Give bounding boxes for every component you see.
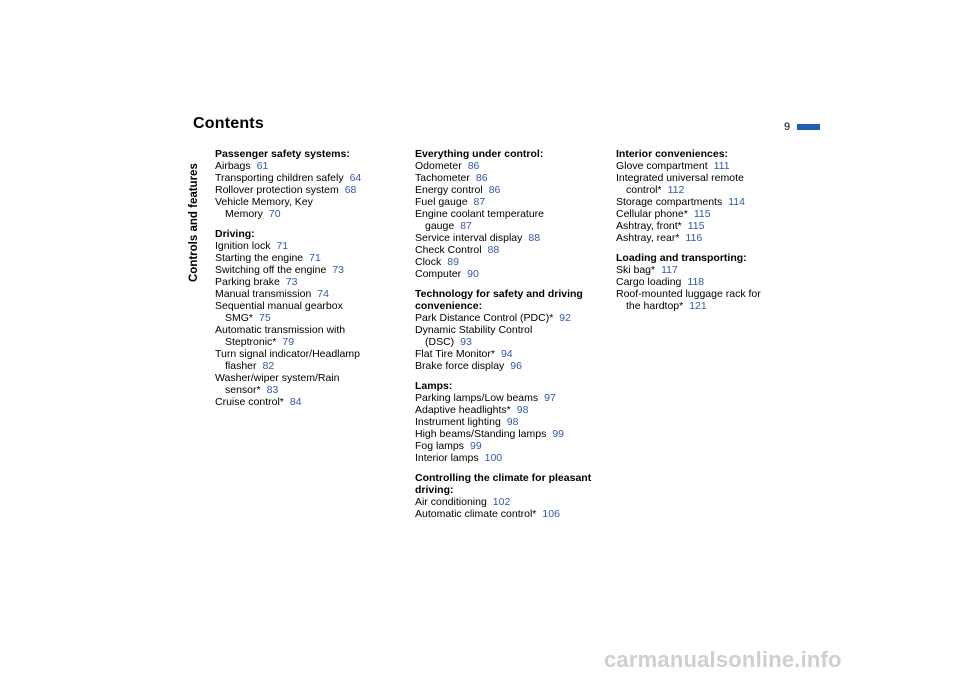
toc-page-link[interactable]: 100 bbox=[484, 452, 503, 464]
toc-section bbox=[415, 288, 605, 372]
toc-entry-text: Steptronic* bbox=[225, 336, 277, 348]
toc-page-link[interactable]: 64 bbox=[349, 172, 362, 184]
toc-entry-continuation bbox=[215, 312, 405, 324]
toc-section-heading: Everything under control: bbox=[415, 148, 544, 160]
toc-entry[interactable] bbox=[215, 196, 405, 220]
toc-page-link[interactable]: 61 bbox=[256, 160, 269, 172]
toc-section bbox=[415, 472, 605, 520]
toc-entry[interactable] bbox=[415, 348, 605, 360]
toc-entry-text: Integrated universal remote bbox=[616, 172, 744, 184]
toc-entry[interactable] bbox=[215, 252, 405, 264]
toc-entry[interactable] bbox=[415, 440, 605, 452]
toc-entry-continuation bbox=[215, 336, 405, 348]
toc-entry-text: Ignition lock bbox=[215, 240, 271, 252]
toc-entry-continuation bbox=[215, 208, 405, 220]
toc-section bbox=[616, 148, 806, 244]
toc-page-link[interactable]: 86 bbox=[475, 172, 488, 184]
toc-entry[interactable] bbox=[215, 300, 405, 324]
toc-entry-text: Manual transmission bbox=[215, 288, 312, 300]
toc-page-link[interactable]: 106 bbox=[542, 508, 560, 520]
toc-entry-text: Ski bag* bbox=[616, 264, 656, 276]
toc-entry-text: the hardtop* bbox=[626, 300, 684, 312]
toc-page-link[interactable]: 93 bbox=[460, 336, 472, 348]
toc-entry-text: Roof-mounted luggage rack for bbox=[616, 288, 761, 300]
toc-entry-continuation bbox=[415, 220, 605, 232]
toc-section bbox=[215, 148, 405, 220]
toc-entry-text: Rollover protection system bbox=[215, 184, 339, 196]
toc-page-link[interactable]: 94 bbox=[500, 348, 513, 360]
toc-entry-continuation bbox=[215, 360, 405, 372]
toc-page-link[interactable]: 82 bbox=[262, 360, 275, 372]
toc-entry[interactable] bbox=[415, 172, 605, 184]
toc-entry-text: Interior lamps bbox=[415, 452, 479, 464]
toc-page-link[interactable]: 83 bbox=[266, 384, 279, 396]
toc-entry[interactable] bbox=[415, 428, 605, 440]
toc-entry-text: Flat Tire Monitor* bbox=[415, 348, 495, 360]
toc-entry-text: Energy control bbox=[415, 184, 483, 196]
toc-page-link[interactable]: 121 bbox=[689, 300, 707, 312]
toc-entry[interactable] bbox=[415, 160, 605, 172]
toc-entry-text: Switching off the engine bbox=[215, 264, 327, 276]
toc-entry[interactable] bbox=[415, 196, 605, 208]
toc-page-link[interactable]: 118 bbox=[687, 276, 705, 288]
toc-entry[interactable] bbox=[616, 172, 806, 196]
toc-entry[interactable] bbox=[616, 220, 806, 232]
toc-entry-text: Cellular phone* bbox=[616, 208, 688, 220]
toc-entry[interactable] bbox=[415, 324, 605, 348]
toc-entry-text: Check Control bbox=[415, 244, 482, 256]
toc-page-link[interactable]: 115 bbox=[693, 208, 711, 220]
toc-section-heading: Technology for safety and driving convenience: bbox=[415, 288, 583, 312]
toc-entry[interactable] bbox=[415, 404, 605, 416]
toc-entry-text: control* bbox=[626, 184, 662, 196]
toc-entry-text: Brake force display bbox=[415, 360, 505, 372]
toc-entry[interactable] bbox=[616, 160, 806, 172]
toc-entry[interactable] bbox=[215, 240, 405, 252]
toc-entry-continuation bbox=[616, 300, 806, 312]
toc-page-link[interactable]: 111 bbox=[713, 160, 730, 172]
toc-entry-text: Clock bbox=[415, 256, 442, 268]
toc-page-link[interactable]: 90 bbox=[467, 268, 479, 280]
toc-page-link[interactable]: 79 bbox=[282, 336, 295, 348]
toc-entry-text: Vehicle Memory, Key bbox=[215, 196, 313, 208]
toc-page-link[interactable]: 102 bbox=[492, 496, 511, 508]
toc-section bbox=[415, 148, 605, 280]
toc-entry-text: Parking brake bbox=[215, 276, 280, 288]
toc-page-link[interactable]: 87 bbox=[473, 196, 486, 208]
toc-entry-text: Automatic climate control* bbox=[415, 508, 537, 520]
toc-section bbox=[215, 228, 405, 408]
toc-entry-text: Washer/wiper system/Rain bbox=[215, 372, 340, 384]
toc-page-link[interactable]: 68 bbox=[344, 184, 357, 196]
toc-entry[interactable] bbox=[215, 184, 405, 196]
toc-entry[interactable] bbox=[215, 372, 405, 396]
toc-entry[interactable] bbox=[415, 496, 605, 508]
toc-section-heading: Interior conveniences: bbox=[616, 148, 729, 160]
toc-entry-text: Tachometer bbox=[415, 172, 470, 184]
toc-entry[interactable] bbox=[616, 208, 806, 220]
toc-entry[interactable] bbox=[215, 324, 405, 348]
toc-page-link[interactable]: 71 bbox=[309, 252, 321, 264]
toc-entry-text: Adaptive headlights* bbox=[415, 404, 511, 416]
toc-entry[interactable] bbox=[415, 508, 605, 520]
toc-page-link[interactable]: 88 bbox=[487, 244, 500, 256]
toc-entry-text: Cargo loading bbox=[616, 276, 682, 288]
toc-entry-continuation bbox=[415, 336, 605, 348]
toc-page-link[interactable]: 96 bbox=[510, 360, 522, 372]
toc-entry-text: (DSC) bbox=[425, 336, 455, 348]
toc-page-link[interactable]: 97 bbox=[544, 392, 556, 404]
toc-entry-text: Ashtray, rear* bbox=[616, 232, 680, 244]
toc-entry[interactable] bbox=[415, 392, 605, 404]
toc-entry-text: Computer bbox=[415, 268, 462, 280]
toc-entry[interactable] bbox=[215, 396, 405, 408]
toc-section-heading: Lamps: bbox=[415, 380, 453, 392]
toc-entry-text: flasher bbox=[225, 360, 257, 372]
toc-entry-text: Instrument lighting bbox=[415, 416, 501, 428]
toc-page-link[interactable]: 99 bbox=[470, 440, 482, 452]
page-number: 9 bbox=[784, 121, 791, 133]
toc-entry-text: Airbags bbox=[215, 160, 251, 172]
toc-entry[interactable] bbox=[215, 172, 405, 184]
toc-entry-text: Air conditioning bbox=[415, 496, 487, 508]
toc-entry[interactable] bbox=[616, 196, 806, 208]
toc-entry-text: Odometer bbox=[415, 160, 462, 172]
toc-page-link[interactable]: 99 bbox=[552, 428, 565, 440]
toc-entry-text: Fuel gauge bbox=[415, 196, 468, 208]
toc-page-link[interactable]: 114 bbox=[728, 196, 745, 208]
toc-entry[interactable] bbox=[415, 244, 605, 256]
page-accent-bar bbox=[797, 124, 820, 130]
toc-page-link[interactable]: 75 bbox=[259, 312, 271, 324]
toc-page-link[interactable]: 115 bbox=[687, 220, 705, 232]
toc-entry-text: Dynamic Stability Control bbox=[415, 324, 533, 336]
toc-page-link[interactable]: 98 bbox=[516, 404, 529, 416]
toc-entry[interactable] bbox=[415, 452, 605, 464]
toc-entry[interactable] bbox=[415, 208, 605, 232]
toc-entry[interactable] bbox=[616, 276, 806, 288]
toc-column-2 bbox=[415, 148, 605, 528]
toc-column-1 bbox=[215, 148, 405, 416]
toc-page-link[interactable]: 87 bbox=[460, 220, 472, 232]
toc-entry-text: Automatic transmission with bbox=[215, 324, 346, 336]
toc-entry[interactable] bbox=[415, 268, 605, 280]
toc-section-heading: Passenger safety systems: bbox=[215, 148, 350, 160]
toc-page-link[interactable]: 116 bbox=[685, 232, 703, 244]
toc-page-link[interactable]: 89 bbox=[447, 256, 459, 268]
toc-entry-text: Glove compartment bbox=[616, 160, 708, 172]
toc-page-link[interactable]: 70 bbox=[268, 208, 281, 220]
toc-entry-text: Park Distance Control (PDC)* bbox=[415, 312, 554, 324]
toc-entry-text: Turn signal indicator/Headlamp bbox=[215, 348, 360, 360]
toc-entry-text: Sequential manual gearbox bbox=[215, 300, 343, 312]
toc-page-link[interactable]: 88 bbox=[528, 232, 541, 244]
toc-page-link[interactable]: 86 bbox=[488, 184, 501, 196]
toc-entry-text: Parking lamps/Low beams bbox=[415, 392, 539, 404]
toc-page-link[interactable]: 73 bbox=[285, 276, 298, 288]
toc-entry[interactable] bbox=[415, 184, 605, 196]
toc-entry[interactable] bbox=[415, 312, 605, 324]
toc-page-link[interactable]: 74 bbox=[317, 288, 329, 300]
toc-entry[interactable] bbox=[215, 288, 405, 300]
toc-entry-text: SMG* bbox=[225, 312, 254, 324]
toc-page-link[interactable]: 112 bbox=[667, 184, 685, 196]
toc-entry[interactable] bbox=[616, 264, 806, 276]
toc-entry-text: Starting the engine bbox=[215, 252, 304, 264]
toc-entry-text: High beams/Standing lamps bbox=[415, 428, 547, 440]
toc-page-link[interactable]: 84 bbox=[289, 396, 302, 408]
toc-entry[interactable] bbox=[215, 348, 405, 372]
toc-entry[interactable] bbox=[415, 416, 605, 428]
toc-page-link[interactable]: 117 bbox=[661, 264, 678, 276]
toc-entry-text: Cruise control* bbox=[215, 396, 284, 408]
toc-page-link[interactable]: 86 bbox=[467, 160, 480, 172]
toc-entry[interactable] bbox=[215, 160, 405, 172]
toc-entry-text: sensor* bbox=[225, 384, 261, 396]
toc-entry-continuation bbox=[616, 184, 806, 196]
toc-column-3 bbox=[616, 148, 806, 320]
toc-entry[interactable] bbox=[415, 256, 605, 268]
toc-entry-text: Service interval display bbox=[415, 232, 523, 244]
toc-section bbox=[415, 380, 605, 464]
toc-entry-text: gauge bbox=[425, 220, 455, 232]
toc-entry[interactable] bbox=[616, 232, 806, 244]
toc-entry[interactable] bbox=[415, 232, 605, 244]
toc-entry[interactable] bbox=[415, 360, 605, 372]
toc-entry-text: Memory bbox=[225, 208, 263, 220]
toc-section-heading: Loading and transporting: bbox=[616, 252, 747, 264]
toc-section-heading: Controlling the climate for pleasant driving: bbox=[415, 472, 592, 496]
toc-entry[interactable] bbox=[215, 264, 405, 276]
toc-section bbox=[616, 252, 806, 312]
toc-entry-text: Fog lamps bbox=[415, 440, 465, 452]
toc-entry-text: Engine coolant temperature bbox=[415, 208, 544, 220]
toc-entry[interactable] bbox=[616, 288, 806, 312]
toc-entry-text: Ashtray, front* bbox=[616, 220, 682, 232]
toc-section-heading: Driving: bbox=[215, 228, 255, 240]
section-side-tab: Controls and features bbox=[188, 163, 200, 282]
page-title: Contents bbox=[193, 115, 264, 132]
toc-entry[interactable] bbox=[215, 276, 405, 288]
toc-page-link[interactable]: 98 bbox=[506, 416, 519, 428]
toc-entry-text: Transporting children safely bbox=[215, 172, 344, 184]
toc-entry-continuation bbox=[215, 384, 405, 396]
toc-page-link[interactable]: 92 bbox=[559, 312, 571, 324]
toc-entry-text: Storage compartments bbox=[616, 196, 723, 208]
toc-page-link[interactable]: 73 bbox=[332, 264, 344, 276]
watermark: carmanualsonline.info bbox=[604, 647, 842, 672]
toc-page-link[interactable]: 71 bbox=[276, 240, 289, 252]
